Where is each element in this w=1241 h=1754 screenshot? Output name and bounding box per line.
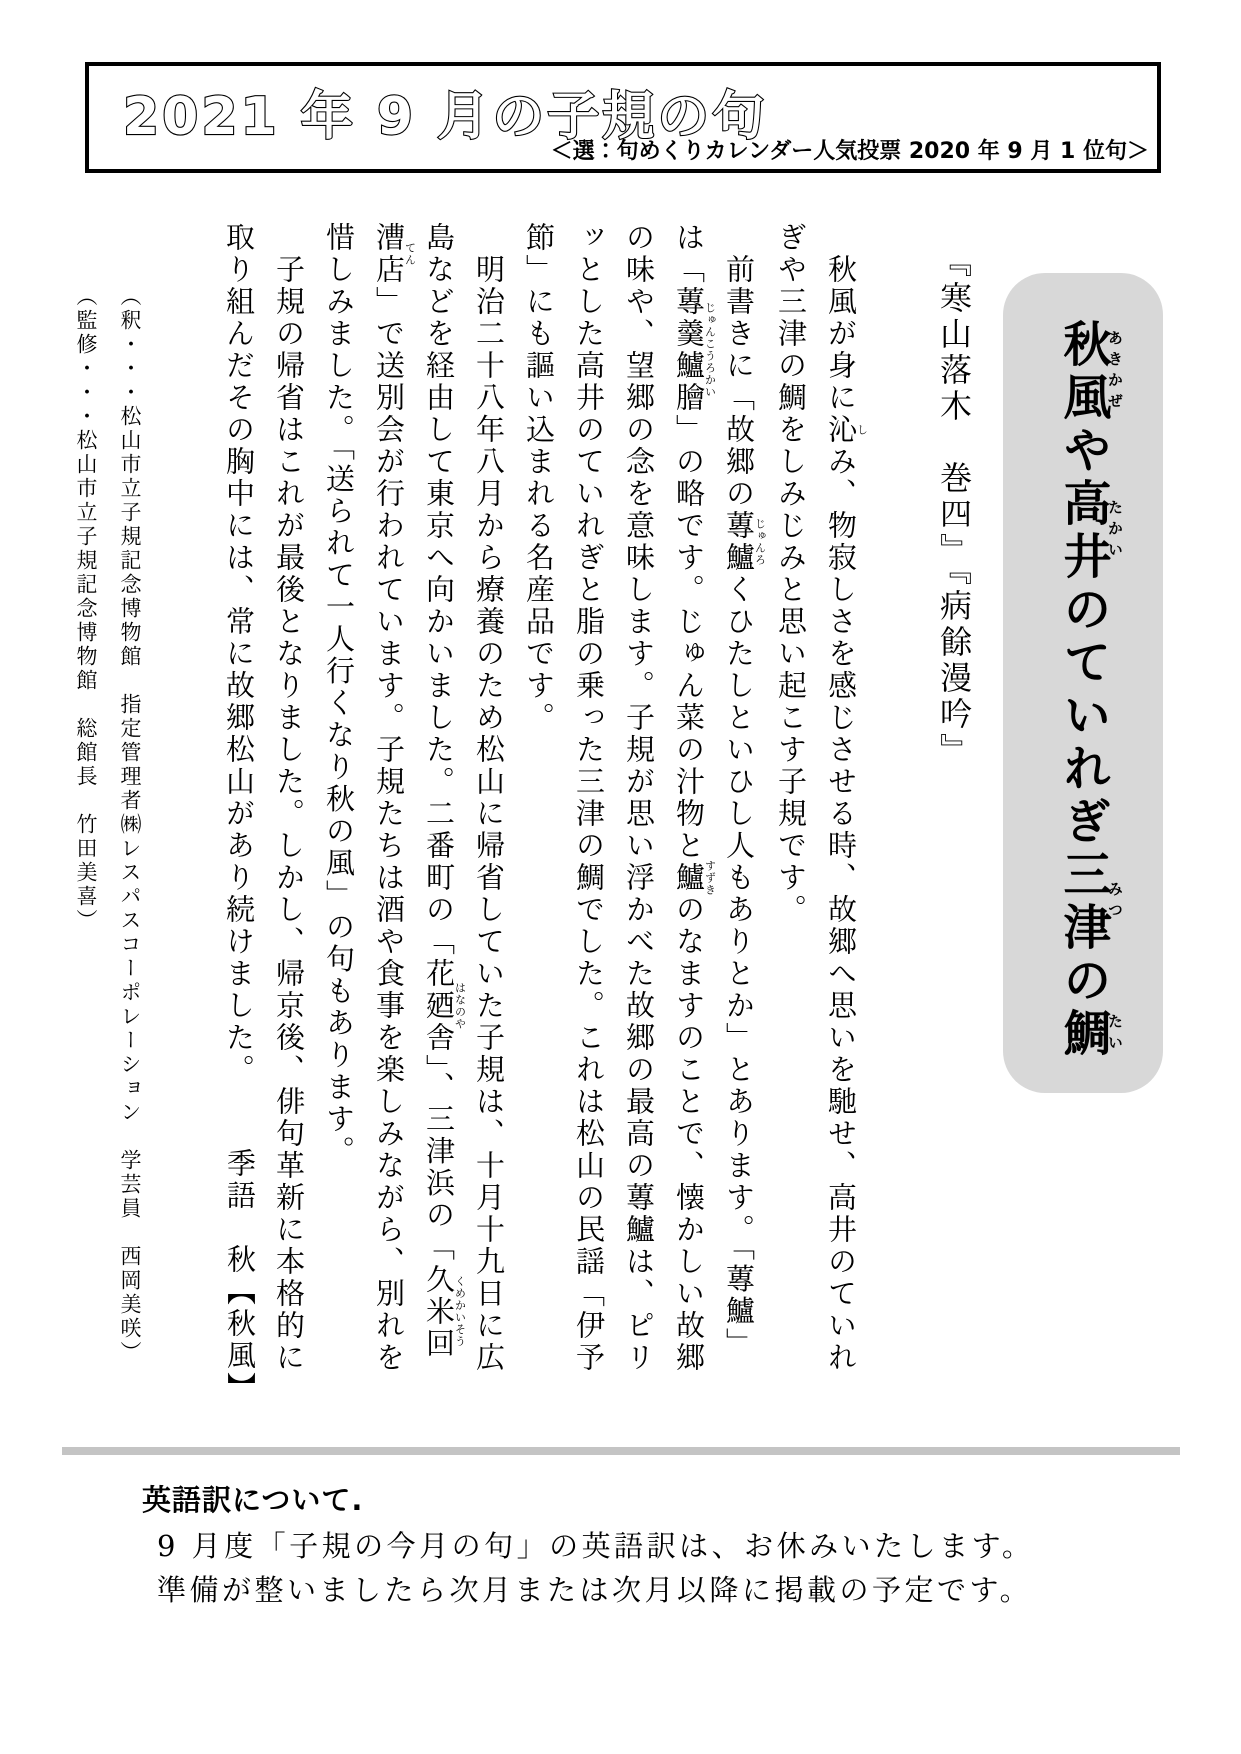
credit-line: （釈・・・松山市立子規記念博物館 指定管理者㈱レスパスコーポレーション 学芸員 西岡美咲）: [118, 285, 142, 1365]
ruby-annotated-text: 鱸すずき: [672, 860, 717, 896]
ruby-annotated-text: 高井たかい: [1055, 478, 1124, 584]
footer-divider: [62, 1447, 1180, 1455]
ruby-annotated-text: 蓴鱸じゅんろ: [722, 510, 767, 574]
paragraph: 明治二十八年八月から療養のため松山に帰省していた子規は、十月十九日に広島などを経由して東京へ向かいました。二番町の「花廼舎はなのや」、三津浜の「久米回漕店くめかいそうてん」で送別会が行われています。子規たちは酒や食事を楽しみながら、別れを惜しみました。「送られて一人行くなり秋の風」の句もあります。: [322, 222, 506, 1374]
body-paragraphs: [218, 222, 868, 1387]
header-box: [85, 62, 1161, 173]
ruby-annotated-text: 鯛たい: [1055, 1008, 1124, 1061]
ruby-annotated-text: 久米回漕店くめかいそうてん: [372, 222, 467, 1360]
header-subtitle: ＜選：句めくりカレンダー人気投票 2020 年 9 月 1 位句＞: [550, 139, 1149, 164]
credits: [60, 285, 152, 1405]
page-title: 2021 年 9 月の子規の句: [123, 87, 768, 147]
ruby-annotated-text: 花廼舎はなのや: [422, 958, 467, 1054]
footer-note: [157, 1524, 1034, 1612]
footer-line: 準備が整いましたら次月または次月以降に掲載の予定です。: [157, 1573, 1033, 1607]
footer-line: 9 月度「子規の今月の句」の英語訳は、お休みいたします。: [157, 1529, 1035, 1563]
paragraph: 前書きに「故郷の蓴鱸じゅんろくひたしといひし人もありとか」とあります。「蓴鱸」は「蓴羹鱸膾じゅんこうろかい」の略です。じゅん菜の汁物と鱸すずきのなますのことで、懐かしい故郷の味や、望郷の念を意味します。子規が思い浮かべた故郷の最高の蓴鱸は、ピリッとした高井のていれぎと脂の乗った三津の鯛でした。これは松山の民謡「伊予節」にも謳い込まれる名産品です。: [522, 222, 767, 1374]
kigo-note: 季語 秋【秋風】: [223, 1148, 257, 1404]
ruby-annotated-text: 秋風あきかぜ: [1055, 319, 1124, 425]
footer-heading: 英語訳について.: [142, 1483, 364, 1517]
ruby-annotated-text: 蓴羹鱸膾じゅんこうろかい: [672, 286, 717, 414]
source-line: 『寒山落木 巻四』『病餘漫吟』: [935, 245, 973, 769]
paragraph: 秋風が身に沁しみ、物寂しさを感じさせる時、故郷へ思いを馳せ、高井のていれぎや三津の鯛をしみじみと思い起こす子規です。: [774, 222, 869, 1374]
ruby-annotated-text: 三津みつ: [1055, 849, 1124, 955]
credit-line: （監修・・・松山市立子規記念博物館 総館長 竹田美喜）: [74, 285, 98, 933]
haiku-banner: [1003, 273, 1163, 1093]
paragraph: 子規の帰省はこれが最後となりました。しかし、帰京後、俳句革新に本格的に取り組んだその胸中には、常に故郷松山があり続けました。: [222, 222, 306, 1374]
ruby-annotated-text: 沁し: [824, 414, 869, 446]
haiku-text: 秋風あきかぜや高井たかいのていれぎ三津みつの鯛たい: [1055, 319, 1124, 1061]
